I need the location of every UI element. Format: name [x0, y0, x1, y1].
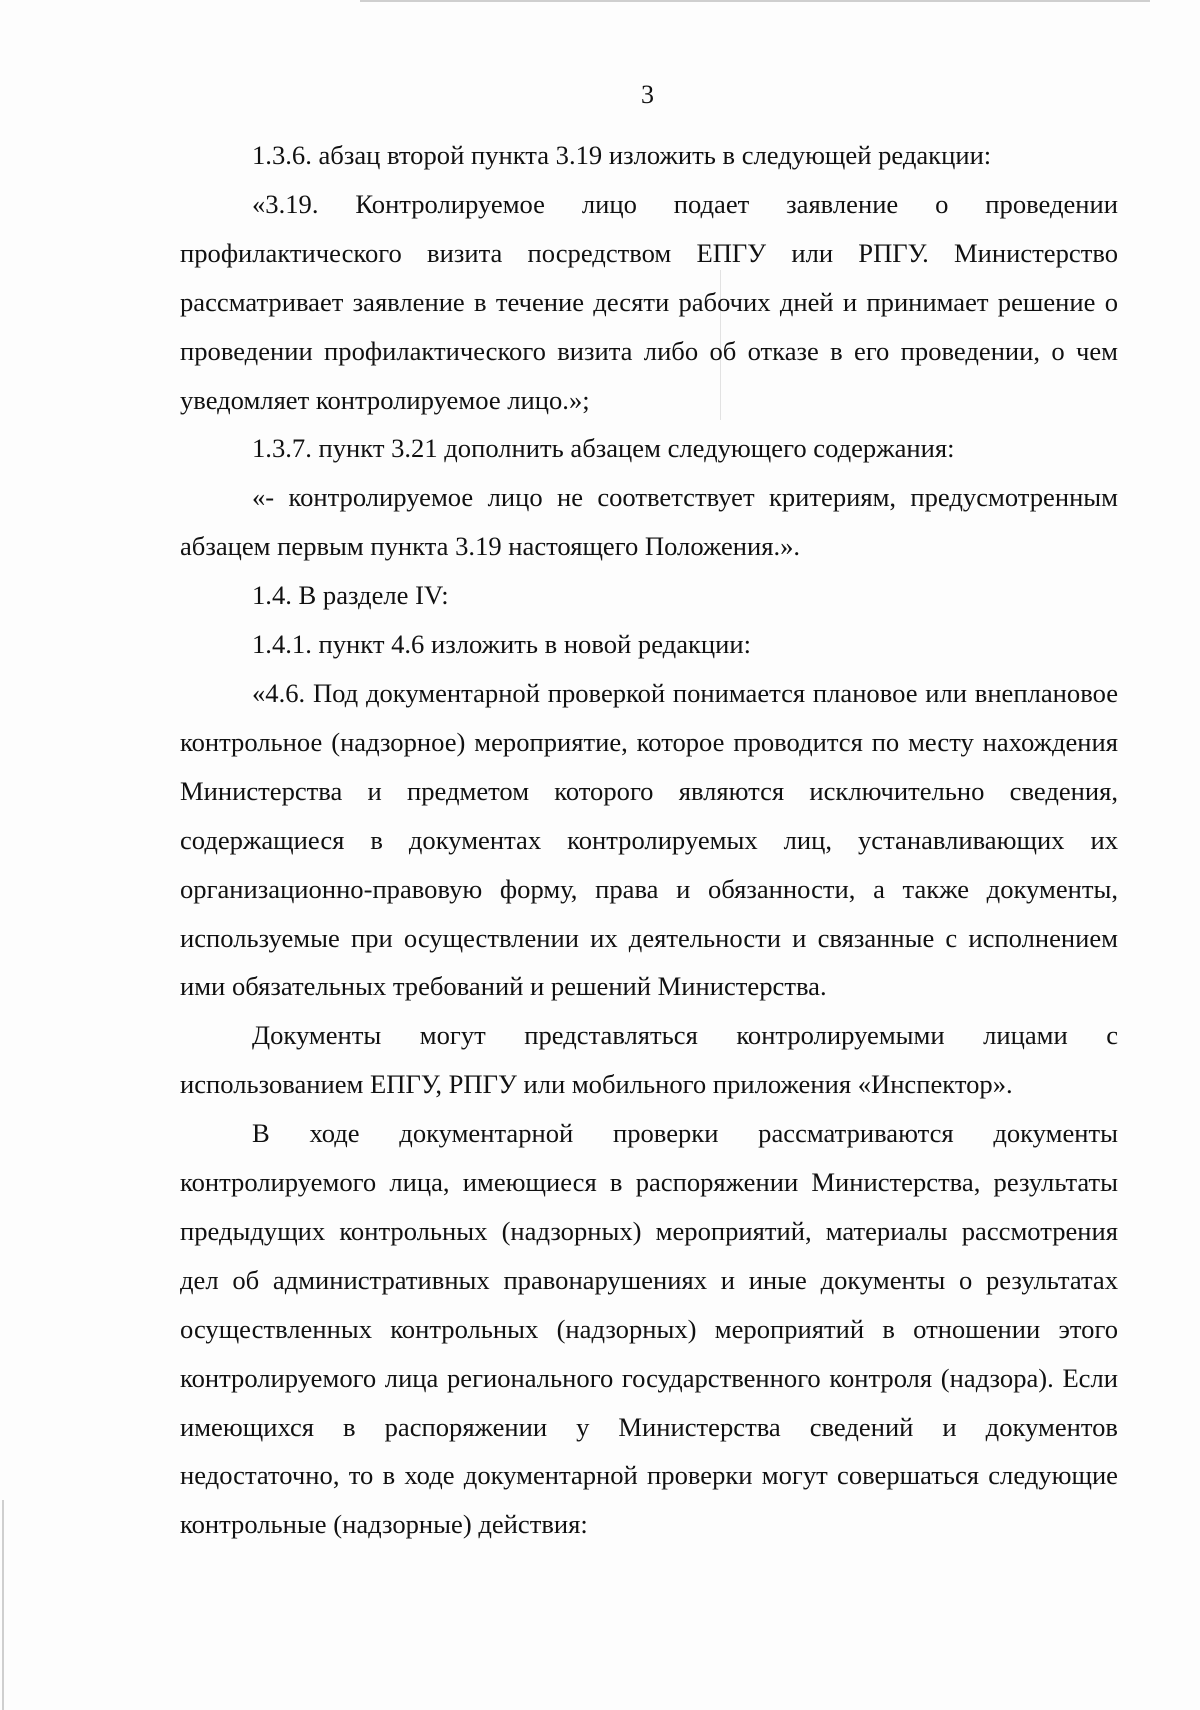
paragraph-1-3-6: 1.3.6. абзац второй пункта 3.19 изложить в следующей редакции: — [252, 140, 992, 170]
document-body — [180, 131, 1118, 1549]
page-number: 3 — [641, 80, 654, 109]
paragraph-1-4: 1.4. В разделе IV: — [252, 580, 449, 611]
paragraph-1-3-7: 1.3.7. пункт 3.21 дополнить абзацем следующего содержания: — [252, 433, 955, 464]
paragraph-1-4-1: 1.4.1. пункт 4.6 изложить в новой редакции: — [252, 629, 751, 660]
paragraph-3-19-text: «3.19. Контролируемое лицо подает заявление о проведении профилактического визита посредством ЕПГУ или РПГУ. Министерство рассматривает заявление в течение десяти рабочих дней и принимает решение о проведении профилактического визита либо об отказе в его проведении, о чем уведомляет контролируемое лицо.»; — [180, 188, 1118, 415]
paragraph-documents: Документы могут представляться контролируемыми лицами с использованием ЕПГУ, РПГУ или мобильного приложения «Инспектор». — [180, 1020, 1118, 1100]
paragraph-review-procedure: В ходе документарной проверки рассматриваются документы контролируемого лица, имеющиеся в распоряжении Министерства, результаты предыдущих контрольных (надзорных) мероприятий, материалы рассмотрения дел об административных правонарушениях и иные документы о результатах осуществленных контрольных (надзорных) мероприятий в отношении этого контролируемого лица регионального государственного контроля (надзора). Если имеющихся в распоряжении у Министерства сведений и документов недостаточно, то в ходе документарной проверки могут совершаться следующие контрольные (надзорные) действия: — [180, 1118, 1118, 1540]
paragraph-3-21-addition: «- контролируемое лицо не соответствует критериям, предусмотренным абзацем первым пункта 3.19 настоящего Положения.». — [180, 482, 1118, 562]
scan-top-line — [360, 0, 1150, 2]
scan-left-edge — [2, 1500, 4, 1710]
paragraph-4-6-text: «4.6. Под документарной проверкой понимается плановое или внеплановое контрольное (надзорное) мероприятие, которое проводится по месту нахождения Министерства и предметом которого являются исключительно сведения, содержащиеся в документах контролируемых лиц, устанавливающих их организационно-правовую форму, права и обязанности, а также документы, используемые при осуществлении их деятельности и связанные с исполнением ими обязательных требований и решений Министерства. — [180, 677, 1118, 1002]
